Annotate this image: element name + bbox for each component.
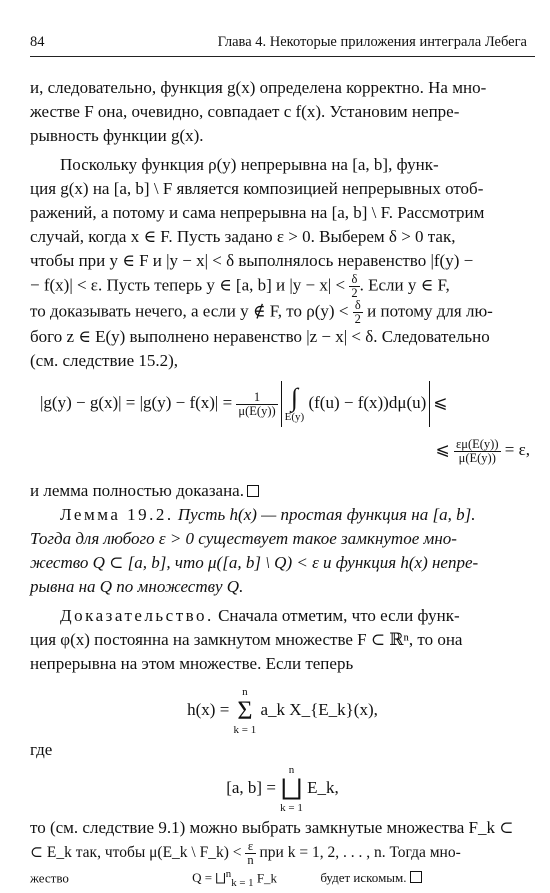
sum-sign: Σ bbox=[237, 696, 253, 726]
running-header bbox=[30, 34, 535, 57]
numerator: ε bbox=[245, 840, 255, 854]
text-line: бого z ∈ E(y) выполнено неравенство |z − x| < δ. Следовательно bbox=[30, 327, 490, 346]
display-equation bbox=[30, 760, 535, 816]
integral-sign: ∫ bbox=[290, 383, 298, 413]
integrand: (f(u) − f(x))dμ(u) bbox=[308, 393, 427, 412]
union-sign: ⨆ bbox=[215, 870, 226, 886]
text-line bbox=[30, 299, 535, 326]
text-fragment: и лемма полностью доказана. bbox=[30, 481, 244, 500]
numerator: δ bbox=[349, 273, 359, 287]
denominator: n bbox=[247, 853, 254, 867]
text-line bbox=[30, 273, 535, 300]
sum bbox=[234, 686, 257, 736]
equation-lhs: Q = bbox=[192, 870, 213, 886]
display-equation bbox=[30, 430, 530, 470]
lemma-text: Тогда для любого ε > 0 существует такое замкнутое мно- bbox=[30, 529, 457, 548]
numerator: δ bbox=[353, 299, 363, 313]
text-line: рывность функции g(x). bbox=[30, 126, 204, 145]
denominator: 2 bbox=[351, 286, 358, 300]
text-line: (см. следствие 15.2), bbox=[30, 351, 179, 370]
text-line bbox=[30, 864, 535, 893]
proof-label: Доказательство. bbox=[60, 606, 214, 625]
fraction bbox=[245, 840, 255, 867]
equation-rhs: a_k X_{E_k}(x), bbox=[260, 700, 378, 719]
text-fragment: жество bbox=[30, 870, 69, 886]
numerator: 1 bbox=[236, 391, 277, 405]
fraction bbox=[353, 299, 363, 326]
integral-domain: E(y) bbox=[284, 411, 305, 424]
union-sign: ⨆ bbox=[281, 774, 302, 804]
equation-rhs: = ε, bbox=[504, 440, 530, 459]
lemma-text: Пусть h(x) — простая функция на [a, b]. bbox=[177, 505, 476, 524]
abs-bar bbox=[429, 381, 430, 427]
upper-limit: n bbox=[225, 868, 232, 880]
text-fragment: то доказывать нечего, а если y ∉ F, то ρ(y) < bbox=[30, 301, 349, 321]
numerator: εμ(E(y)) bbox=[456, 436, 499, 451]
paragraph-start: Поскольку функция ρ(y) непрерывна на [a, b], функ- bbox=[60, 155, 439, 174]
integral bbox=[285, 385, 305, 423]
text-line: то (см. следствие 9.1) можно выбрать замкнутые множества F_k ⊂ bbox=[30, 818, 514, 837]
lemma-text: жество Q ⊂ [a, b], что μ([a, b] \ Q) < ε и функция h(x) непре- bbox=[30, 553, 479, 572]
text-fragment: . Если y ∈ F, bbox=[359, 275, 450, 295]
text-line bbox=[30, 479, 535, 503]
text-line: чтобы при y ∈ F и |y − x| < δ выполнялось неравенство |f(y) − bbox=[30, 251, 474, 270]
equation-rhs: E_k, bbox=[307, 778, 339, 797]
lemma-text: рывна на Q по множеству Q. bbox=[30, 577, 244, 596]
disjoint-union bbox=[280, 764, 303, 814]
relation: ⩽ bbox=[435, 440, 450, 459]
text-line: случай, когда x ∈ F. Пусть задано ε > 0. Выберем δ > 0 так, bbox=[30, 227, 456, 246]
page-number: 84 bbox=[30, 34, 45, 50]
text-fragment: ⊂ E_k так, чтобы μ(E_k \ F_k) < bbox=[30, 844, 242, 862]
proof-line: непрерывна на этом множестве. Если теперь bbox=[30, 654, 354, 673]
text-line: и, следовательно, функция g(x) определена корректно. На мно- bbox=[30, 78, 487, 97]
text-line: ражений, а потому и сама непрерывна на [a, b] \ F. Рассмотрим bbox=[30, 203, 485, 222]
display-equation bbox=[40, 378, 535, 428]
proof-line bbox=[60, 604, 535, 628]
text-fragment: при k = 1, 2, . . . , n. Тогда мно- bbox=[259, 844, 461, 862]
equation-rhs: F_k bbox=[256, 870, 278, 886]
text-line: где bbox=[30, 740, 53, 759]
qed-square-icon bbox=[247, 485, 259, 497]
text-line: жестве F она, очевидно, совпадает с f(x). Установим непре- bbox=[30, 102, 460, 121]
lower-limit: k = 1 bbox=[233, 724, 257, 737]
running-title: Глава 4. Некоторые приложения интеграла Лебега bbox=[217, 34, 527, 50]
equation-lhs: [a, b] = bbox=[226, 778, 276, 797]
proof-text: Сначала отметим, что если функ- bbox=[218, 606, 460, 625]
upper-limit: n bbox=[288, 764, 295, 777]
fraction bbox=[236, 391, 277, 418]
text-line bbox=[30, 840, 535, 867]
denominator: 2 bbox=[354, 312, 361, 326]
upper-limit: n bbox=[242, 686, 248, 699]
equation-lhs: |g(y) − g(x)| = |g(y) − f(x)| = bbox=[40, 393, 233, 412]
lemma-line bbox=[30, 527, 535, 551]
lemma-label: Лемма 19.2. bbox=[60, 505, 174, 524]
lemma-line bbox=[30, 551, 535, 575]
lower-limit: k = 1 bbox=[280, 802, 303, 815]
relation: ⩽ bbox=[433, 393, 448, 412]
display-equation bbox=[30, 682, 535, 738]
fraction bbox=[454, 438, 501, 465]
text-line: ция g(x) на [a, b] \ F является композицией непрерывных отоб- bbox=[30, 179, 484, 198]
denominator: μ(E(y)) bbox=[238, 403, 276, 418]
fraction bbox=[349, 273, 359, 300]
lemma-line bbox=[30, 575, 535, 599]
qed-square-icon bbox=[410, 871, 422, 883]
text-fragment: будет искомым. bbox=[320, 870, 407, 886]
abs-bar bbox=[281, 381, 282, 427]
denominator: μ(E(y)) bbox=[458, 450, 496, 465]
text-fragment: − f(x)| < ε. Пусть теперь y ∈ [a, b] и |y − x| < bbox=[30, 275, 346, 295]
text-fragment: и потому для лю- bbox=[367, 301, 493, 321]
lemma-line bbox=[60, 503, 535, 527]
equation-lhs: h(x) = bbox=[187, 700, 230, 719]
proof-line: ция φ(x) постоянна на замкнутом множестве F ⊂ ℝⁿ, то она bbox=[30, 630, 463, 649]
lower-limit: k = 1 bbox=[231, 876, 254, 889]
